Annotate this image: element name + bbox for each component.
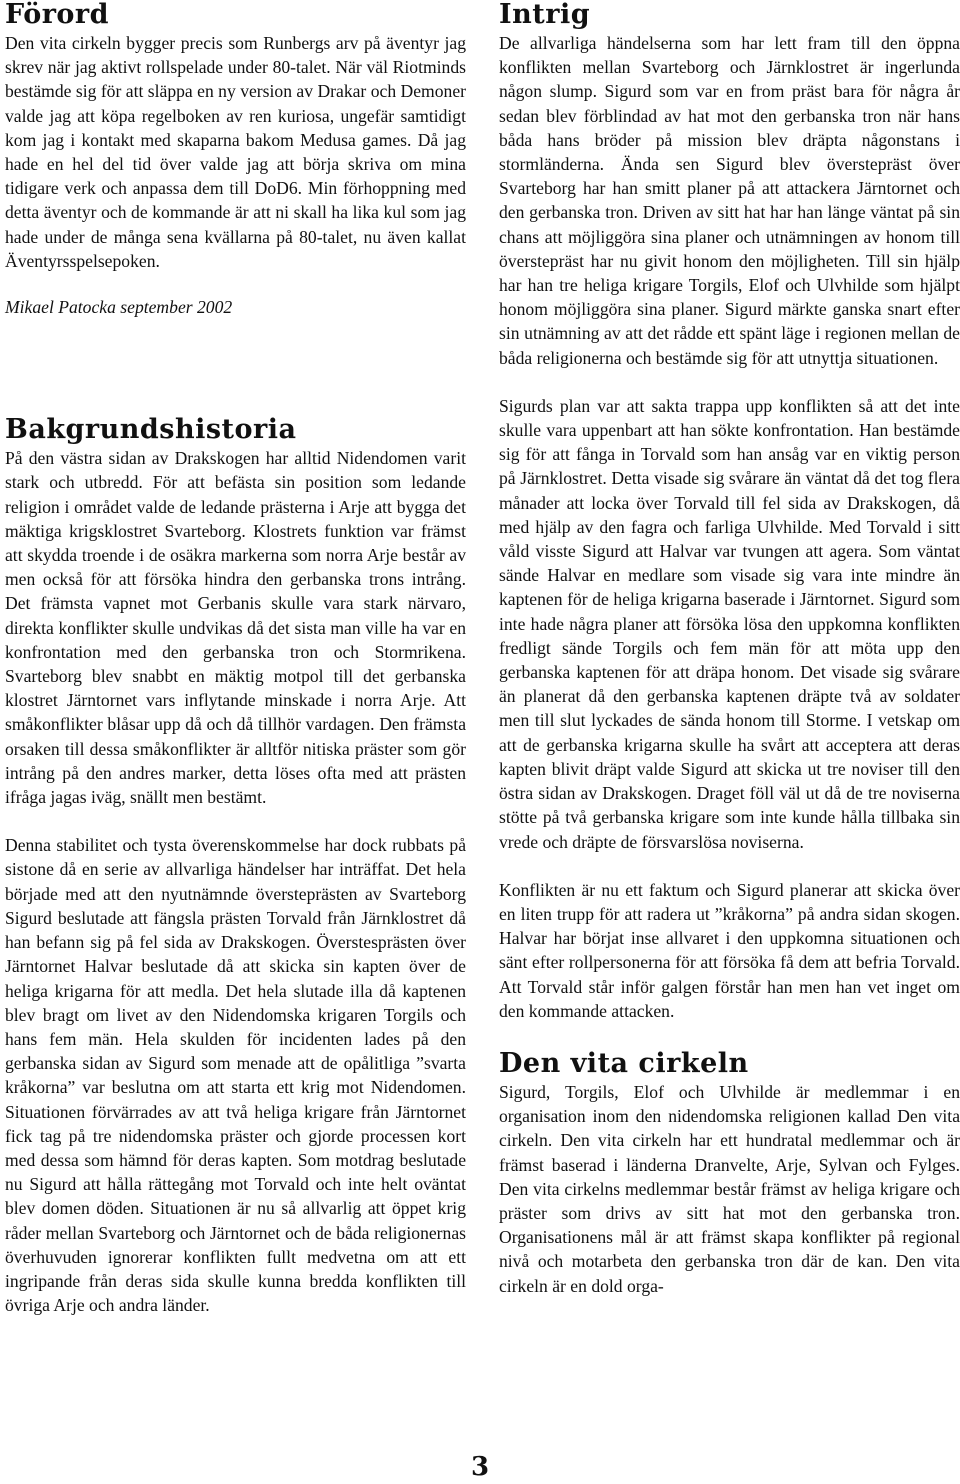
intrig-paragraph-2: Sigurds plan var att sakta trappa upp konflikten så att det inte skulle vara uppenbart att han sökte konfrontation. Han bestämde sig för att fånga in Torvald som han ansåg var en viktig person på Järnklostret. Detta visade sig svårare än väntat då det tog flera månader att locka över Torvald till fel sida av Drakskogen, då med hjälp av den fagra och farliga Ulvhilde. Med Torvald i sitt våld visste Sigurd att Halvar var tvungen att agera. Som väntat sände Halvar en medlare som visade sig vara inte mindre än kaptenen för de heliga krigarna baserade i Järntornet. Sigurd som inte hade några planer att försöka lösa den uppkomna konflikten fredligt sände Torgils och fem män för att möta upp den gerbanska kaptenen för att dräpa honom. Det visade sig svårare än planerat då den gerbanska kaptenen dräpte två av soldater men till slut lyckades de sända honom till Storme. I vetskap om att de gerbanska krigarna skulle ha svårt att acceptera att deras kapten blivit dräpt valde Sigurd att skicka ut tre noviser till den östra sidan av Drakskogen. Draget föll väl ut då de tre noviserna stötte på två gerbanska krigare som inte kunde hålla tillbaka sin vrede och dräpte de försvarslösa noviserna. (499, 395, 960, 852)
heading-forord: Förord (5, 0, 110, 30)
heading-bakgrundshistoria: Bakgrundshistoria (5, 414, 297, 446)
right-column (499, 0, 960, 1298)
page-number: 3 (470, 1452, 490, 1482)
cirkeln-paragraph-1: Sigurd, Torgils, Elof och Ulvhilde är medlemmar i en organisation inom den nidendomska religionen kallad Den vita cirkeln. Den vita cirkeln har ett hundratal medlemmar och är främst baserad i länderna Dranvelte, Arje, Sylvan och Fylges. Den vita cirkelns medlemmar består främst av heliga krigare och präster som drivs av sitt hat mot den gerbanska tron. Organisationens mål är att främst skapa konflikter på regional nivå och motarbeta den gerbanska tron där de kan. Den vita cirkeln är en dold orga- (499, 1081, 960, 1296)
forord-body: Den vita cirkeln bygger precis som Runbergs arv på äventyr jag skrev när jag aktivt rollspelade under 80-talet. När väl Riotminds bestämde sig för att släppa en ny version av Drakar och Demoner valde jag att köpa regelboken av ren kuriosa, ungefär samtidigt kom jag i kontakt med skaparna bakom Medusa games. Då jag hade en hel del tid över valde jag att börja skriva om mina tidigare verk och anpassa dem till DoD6. Min förhoppning med detta äventyr och de kommande är att ni skall ha lika kul som jag hade under de många sena kvällarna på 80-talet, nu även kallat Äventyrsspelsepoken. (5, 33, 466, 271)
intrig-paragraph-1: De allvarliga händelserna som har lett fram till den öppna konflikten mellan Svarteborg och Järnklostret är ingerlunda någon slump. Sigurd som var en from präst bara för några år sedan blev förblindad av hat mot den gerbanska tron när hans båda hans bröder på mission blev dräpta någonstans i stormländerna. Ända sen Sigurd blev överstepräst över Svarteborg har han smitt planer på att attackera Järntornet och den gerbanska tron. Driven av sitt hat har han länge väntat på sin chans att möjliggöra sina planer och utnämningen av honom till överstepräst har nu givit honom den möjligheten. Till sin hjälp har han tre heliga krigare Torgils, Elof och Ulvhilde som hjälpt honom möjliggöra sina planer. Sigurd märkte ganska snart efter sin utnämning av att det rådde ett spänt läge i regionen mellan de båda religionerna och bestämde sig för att utnyttja situationen. (499, 33, 960, 368)
left-column (5, 0, 466, 1317)
bakgrund-paragraph-1: På den västra sidan av Drakskogen har alltid Nidendomen varit stark och utbredd. För att befästa sin position som ledande religion i området valde de ledande prästerna i Arje att bygga det mäktiga krigsklostret Svarteborg. Klostrets funktion var främst att skydda troende i de osäkra markerna som norra Arje består av men också för att försöka hindra den gerbanska trons intrång. Det främsta vapnet mot Gerbanis skulle vara stark närvaro, direkta konflikter skulle undvikas då det sista man ville ha var en konfrontation med den gerbanska tron och Stormrikena. Svarteborg blev snabbt en mäktig motpol till det gerbanska klostret Järntornet vars inflytande minskade i norra Arje. Att småkonflikter blåsar upp då och då tillhör vardagen. Den främsta orsaken till dessa småkonflikter är alltför nitiska präster som gör intrång på den andres marker, detta löses ofta med att prästen ifråga jagas iväg, snällt men bestämt. (5, 448, 466, 808)
bakgrund-paragraph-2: Denna stabilitet och tysta överenskommelse har dock rubbats på sistone då en serie av allvarliga händelser har inträffat. Det hela började med att den nyutnämnde översteprästen av Svarteborg Sigurd beslutade att fängsla prästen Torvald från Järnklostret då han befann sig på fel sida av Drakskogen. Överstesprästen över Järntornet Halvar beslutade då att skicka sin kapten över de heliga krigarna för att medla. Det hela slutade illa då kaptenen blev bragt om livet av den Nidendomska krigaren Torgils och hans fem män. Hela skulden för incidenten lades på den gerbanska sidan av Sigurd som menade att de opålitliga ”svarta kråkorna” var beslutna om att starta ett krig mot Nidendomen. Situationen förvärrades av att två heliga krigare från Järntornet fick tag på tre nidendomska präster och gjorde processen kort med dessa som hämnd för deras kapten. Som motdrag beslutade nu Sigurd att hålla rättegång mot Torvald och inte helt oväntat blev domen döden. Situationen är nu så allvarlig att öppet krig råder mellan Svarteborg och Järntornet och de båda religionernas överhuvuden ignorerar konflikten fullt medvetna om att ett ingripande från deras sida skulle kunna bredda konflikten till övriga Arje och andra länder. (5, 835, 466, 1316)
heading-den-vita-cirkeln: Den vita cirkeln (499, 1047, 749, 1079)
intrig-paragraph-3: Konflikten är nu ett faktum och Sigurd planerar att skicka över en liten trupp för att radera ut ”kråkorna” på andra sidan skogen. Halvar har börjat inse allvaret i den uppkomna situationen och sänt efter rollpersonerna för att försöka få dem att befria Torvald. Att Torvald står inför galgen förstår han men han vet inget om den kommande attacken. (499, 879, 960, 1021)
forord-signature: Mikael Patocka september 2002 (5, 297, 233, 318)
heading-intrig: Intrig (499, 0, 591, 30)
